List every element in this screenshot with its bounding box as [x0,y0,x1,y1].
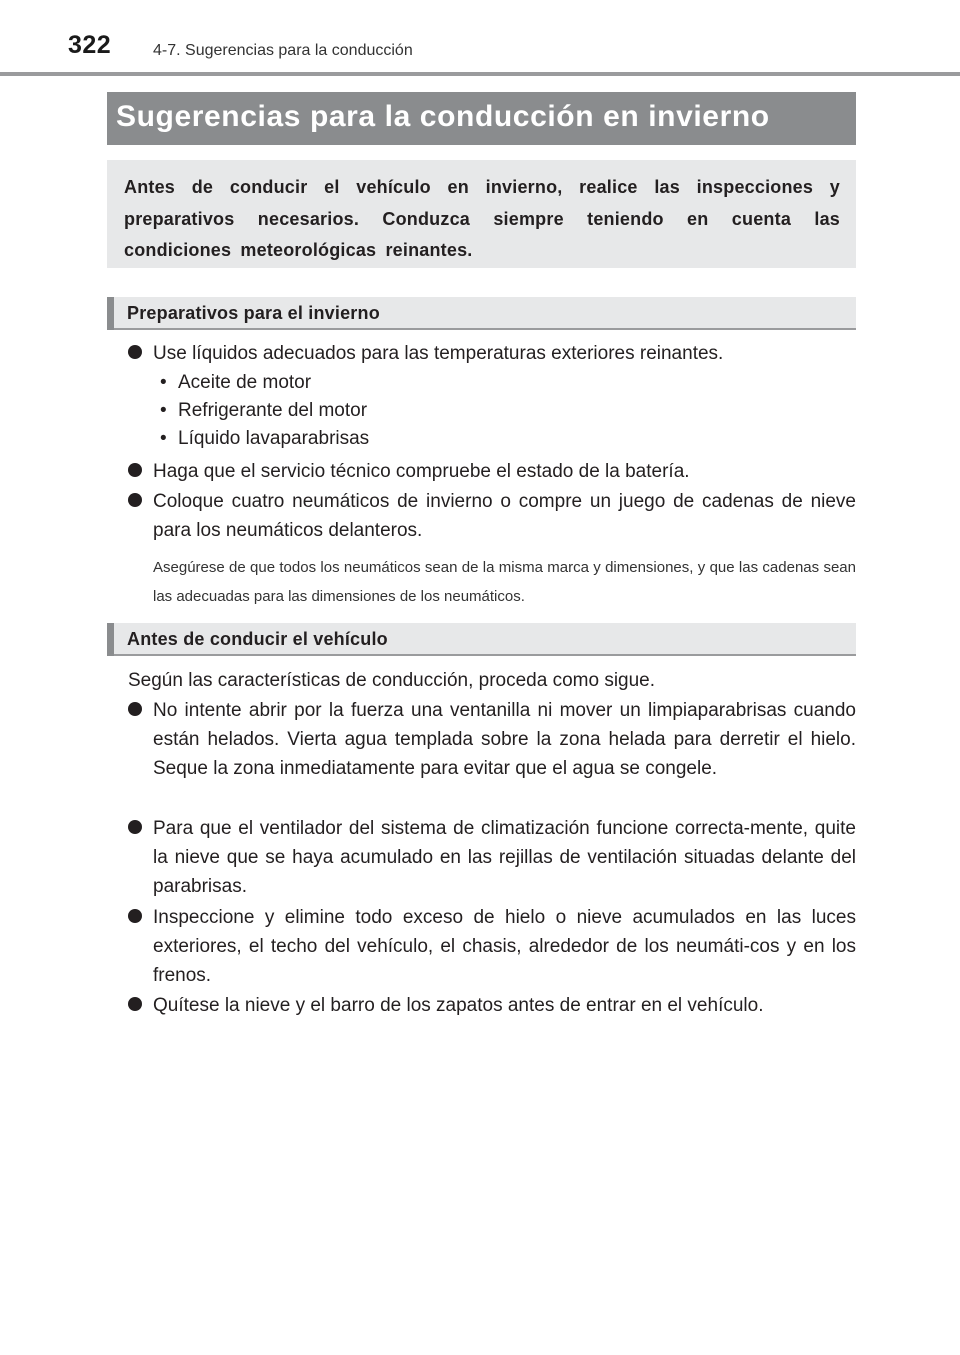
list-item [128,903,856,990]
note-text: Asegúrese de que todos los neumáticos sean de la misma marca y dimensiones, y que las cadenas sean las adecuadas para las dimensiones de los neumáticos. [153,559,856,605]
bullet-icon [128,820,142,834]
section-heading-before-driving [107,623,856,656]
list-item [128,457,856,486]
sub-list-item [160,396,367,425]
sub-bullet-icon: • [160,372,167,393]
list-item [128,339,856,368]
intro-text: Antes de conducir el vehículo en invierno, realice las inspecciones y preparativos necesarios. Conduzca siempre teniendo en cuenta las condiciones meteorológicas reinantes. [124,177,840,260]
bullet-icon [128,997,142,1011]
bullet-icon [128,463,142,477]
page-number: 322 [68,31,112,59]
bullet-icon [128,909,142,923]
page-title: Sugerencias para la conducción en invierno [116,100,770,133]
sub-list-item [160,368,311,397]
list-item-text: Use líquidos adecuados para las temperaturas exteriores reinantes. [153,343,724,364]
list-item-text: Quítese la nieve y el barro de los zapatos antes de entrar en el vehículo. [153,995,764,1016]
list-item-text: No intente abrir por la fuerza una ventanilla ni mover un limpiaparabrisas cuando están helados. Vierta agua templada sobre la zona helada para derretir el hielo. Seque la zona inmediatamente para evitar que el agua se congele. [153,700,856,779]
section-heading-label: Preparativos para el invierno [127,303,380,323]
list-item-text: Haga que el servicio técnico compruebe el estado de la batería. [153,461,690,482]
title-bar [107,92,856,145]
section-heading-label: Antes de conducir el vehículo [127,629,388,649]
sub-list-item [160,424,369,453]
sub-bullet-icon: • [160,428,167,449]
list-item [128,487,856,545]
bullet-icon [128,345,142,359]
list-item-text: Para que el ventilador del sistema de climatización funcione correcta-mente, quite la nieve que se haya acumulado en las rejillas de ventilación situadas delante del parabrisas. [153,818,856,897]
list-item-text: Coloque cuatro neumáticos de invierno o compre un juego de cadenas de nieve para los neumáticos delanteros. [153,491,856,541]
list-item [128,991,856,1020]
bullet-icon [128,493,142,507]
list-item [128,814,856,901]
sub-list-item-text: Refrigerante del motor [178,400,368,421]
sub-list-item-text: Líquido lavaparabrisas [178,428,370,449]
section-heading-winter-preparations [107,297,856,330]
header-rule [0,72,960,76]
lead-paragraph: Según las características de conducción, proceda como sigue. [128,670,656,691]
bullet-icon [128,702,142,716]
sub-bullet-icon: • [160,400,167,421]
running-head: 4-7. Sugerencias para la conducción [153,42,413,59]
intro-box [107,160,856,268]
list-item [128,696,856,783]
sub-list-item-text: Aceite de motor [178,372,312,393]
list-item-text: Inspeccione y elimine todo exceso de hielo o nieve acumulados en las luces exteriores, el techo del vehículo, el chasis, alrededor de los neumáti-cos y en los frenos. [153,907,856,986]
